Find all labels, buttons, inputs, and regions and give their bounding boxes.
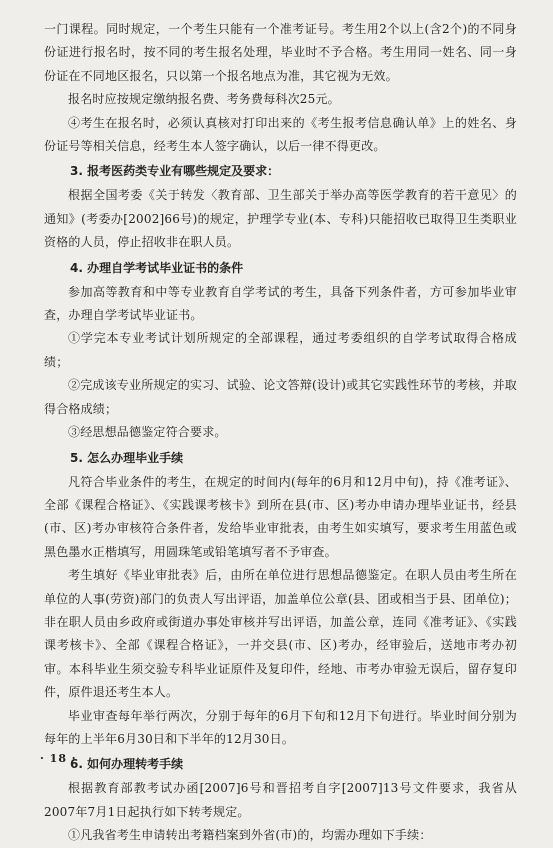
paragraph: 考生填好《毕业审批表》后，由所在单位进行思想品德鉴定。在职人员由考生所在单位的人事(劳资)部门的负责人写出评语，加盖单位公章(县、团或相当于县、团单位)；非在职人员由乡政府或街道办事处审核并写出评语，加盖公章，连同《准考证》、《实践课考核卡》、全部《课程合格证》，一并交县(市、区)考办，经审验后，送地市考办初审。本科毕业生须交验专科毕业证原件及复印件，经地、市考办审验无误后，留存复印件，原件退还考生本人。	[44, 568, 517, 700]
paragraph: 根据教育部教考试办函[2007]6号和晋招考自字[2007]13号文件要求，我省从2007年7月1日起执行如下转考规定。	[44, 781, 517, 819]
paragraph: ③经思想品德鉴定符合要求。	[68, 425, 227, 440]
paragraph: ④考生在报名时，必须认真核对打印出来的《考生报考信息确认单》上的姓名、身份证号等相关信息，经考生本人签字确认，以后一律不得更改。	[44, 115, 517, 154]
document-body	[44, 18, 517, 848]
paragraph: 根据全国考委《关于转发〈教育部、卫生部关于举办高等医学教育的若干意见〉的通知》(考委办[2002]66号)的规定，护理学专业(本、专科)只能招收已取得卫生类职业资格的人员，停止招收非在职人员。	[44, 188, 517, 250]
paragraph: 报名时应按规定缴纳报名费、考务费每科次25元。	[68, 92, 340, 107]
paragraph: 参加高等教育和中等专业教育自学考试的考生，具备下列条件者，方可参加毕业审查，办理自学考试毕业证书。	[44, 284, 517, 323]
paragraph: 毕业审查每年举行两次，分别于每年的6月下旬和12月下旬进行。毕业时间分别为每年的上半年6月30日和下半年的12月30日。	[44, 708, 517, 746]
paragraph: 凡符合毕业条件的考生，在规定的时间内(每年的6月和12月中旬)，持《准考证》、全部《课程合格证》、《实践课考核卡》到所在县(市、区)考办申请办理毕业证书，经县(市、区)考办审核符合条件者，发给毕业审批表，由考生如实填写，要求考生用蓝色或黑色墨水正楷填写，用圆珠笔或铅笔填写者不予审查。	[44, 474, 517, 559]
section-heading: 3. 报考医药类专业有哪些规定及要求：	[70, 164, 280, 179]
paragraph: ①凡我省考生申请转出考籍档案到外省(市)的，均需办理如下手续：	[68, 828, 432, 843]
paragraph: ①学完本专业考试计划所规定的全部课程，通过考委组织的自学考试取得合格成绩；	[44, 331, 517, 369]
paragraph: ②完成该专业所规定的实习、试验、论文答辩(设计)或其它实践性环节的考核，并取得合格成绩；	[44, 378, 517, 416]
paragraph: 一门课程。同时规定，一个考生只能有一个准考证号。考生用2个以上(含2个)的不同身份证进行报名时，按不同的考生报名处理，毕业时不予合格。考生用同一姓名、同一身份证在不同地区报名，只以第一个报名地点为准，其它视为无效。	[44, 22, 517, 83]
section-heading: 5. 怎么办理毕业手续	[70, 450, 184, 465]
page-number: · 18 ·	[40, 752, 77, 765]
section-heading: 6. 如何办理转考手续	[70, 757, 184, 772]
section-heading: 4. 办理自学考试毕业证书的条件	[70, 260, 244, 275]
